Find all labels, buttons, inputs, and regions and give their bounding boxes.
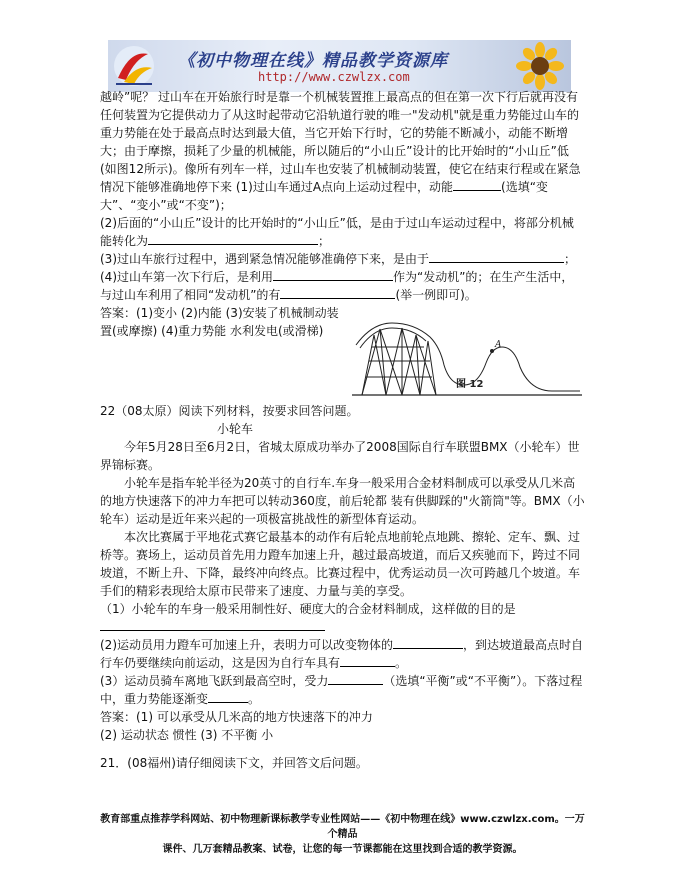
rollercoaster-text: 越岭”呢？ 过山车在开始旅行时是靠一个机械装置推上最高点的但在第一次下行后就再没有任何装置为它提供动力了从这时起带动它沿轨道行驶的唯一"发动机"就是重力势能过山车的重力势能在处于最高点时达到最大值，当它开始下行时，它的势能不断减小，动能不断增大；由于摩擦，损耗了少量的机械能，所以随后的“小山丘”设计的比开始时的“小山丘”低(如图12所示)。像所有列车一样，过山车也安装了机械制动装置，使它在结束行程或在紧急情况下能够准确地停下来 (1)过山车通过A点向上运动过程中，动能 (选填“变大”、“变小”或“不变”)；	[100, 90, 581, 212]
point-a-marker	[490, 349, 494, 353]
banner-url[interactable]: http://www.czwlzx.com	[258, 70, 410, 84]
blank-9	[328, 672, 383, 685]
q22-blank-line	[100, 618, 585, 636]
blank-2	[148, 232, 318, 245]
q22-question-1: （1）小轮车的车身一般采用制性好、硬度大的合金材料制成，这样做的目的是	[100, 602, 516, 616]
document-body	[100, 88, 585, 772]
blank-5	[280, 286, 395, 299]
rollercoaster-figure	[352, 315, 582, 401]
q22-paragraph-1: 今年5月28日至6月2日，省城太原成功举办了2008国际自行车联盟BMX（小轮车）世界锦标赛。	[100, 440, 580, 472]
blank-7	[393, 636, 463, 649]
question-4: (4)过山车第一次下行后，是利用 作为“发动机”的；在生产生活中，与过山车利用了相同“发动机”的有 (举一例即可)。	[100, 270, 574, 302]
q22-paragraph-3: 本次比赛属于平地花式赛它最基本的动作有后轮点地前轮点地跳、擦轮、定车、飘、过桥等。赛场上，运动员首先用力蹬车加速上升，越过最高坡道，而后又疾驰而下，跨过不同坡道，不断上升、下降，最终冲向终点。比赛过程中，优秀运动员一次可跨越几个坡道。车手们的精彩表现给太原市民带来了速度、力量与美的享受。	[100, 530, 581, 598]
q22-answer-1: 答案：(1) 可以承受从几米高的地方快速落下的冲力	[100, 710, 373, 724]
banner-title: 《初中物理在线》精品教学资源库	[178, 51, 448, 71]
sunflower-icon	[515, 42, 565, 90]
footer-line-1: 教育部重点推荐学科网站、初中物理新课标教学专业性网站——《初中物理在线》www.czwlzx.com。一万个精品	[100, 814, 585, 840]
point-a-label: A	[495, 340, 502, 350]
blank-8	[340, 654, 395, 667]
blank-1	[453, 178, 501, 191]
q22-answer-2: (2) 运动状态 惯性 (3) 不平衡 小	[100, 728, 274, 742]
q22-intro: 22（08太原）阅读下列材料，按要求回答问题。	[100, 404, 359, 418]
q22-question-3: (3）运动员骑车离地飞跃到最高空时，受力 （选填“平衡”或“不平衡”）。下落过程中，重力势能逐渐变 。	[100, 674, 583, 706]
q22-paragraph-2: 小轮车是指车轮半径为20英寸的自行车.车身一般采用合金材料制成可以承受从几米高的地方快速落下的冲力车把可以转动360度，前后轮都 装有供脚踩的"火箭筒"等。BMX（小轮车）运动是近年来兴起的一项极富挑战性的新型体育运动。	[100, 476, 585, 526]
site-logo-icon	[112, 44, 156, 88]
blank-4	[273, 268, 393, 281]
blank-3	[429, 250, 564, 263]
support-tower	[362, 328, 436, 395]
blank-6	[100, 618, 325, 631]
blank-10	[208, 690, 248, 703]
answer-prev: 答案：(1)变小 (2)内能 (3)安装了机械制动装置(或摩擦) (4)重力势能 水利发电(或滑梯)	[100, 306, 339, 338]
site-banner	[108, 40, 571, 92]
footer-line-2: 课件、几万套精品教案、试卷，让您的每一节课都能在这里找到合适的教学资源。	[162, 844, 523, 855]
question-3: (3)过山车旅行过程中，遇到紧急情况能够准确停下来，是由于 ；	[100, 252, 577, 266]
q22-question-2: (2)运动员用力蹬车可加速上升，表明力可以改变物体的 ，到达坡道最高点时自行车仍要继续向前运动，这是因为自行车具有 。	[100, 638, 584, 670]
figure-caption: 图 12	[456, 379, 484, 390]
q21-intro: 21．(08福州)请仔细阅读下文，并回答文后问题。	[100, 756, 368, 770]
q22-title: 小轮车	[216, 422, 253, 436]
page-footer	[100, 812, 585, 857]
question-2: (2)后面的“小山丘”设计的比开始时的“小山丘”低，是由于过山车运动过程中，将部分机械能转化为 ；	[100, 216, 574, 248]
